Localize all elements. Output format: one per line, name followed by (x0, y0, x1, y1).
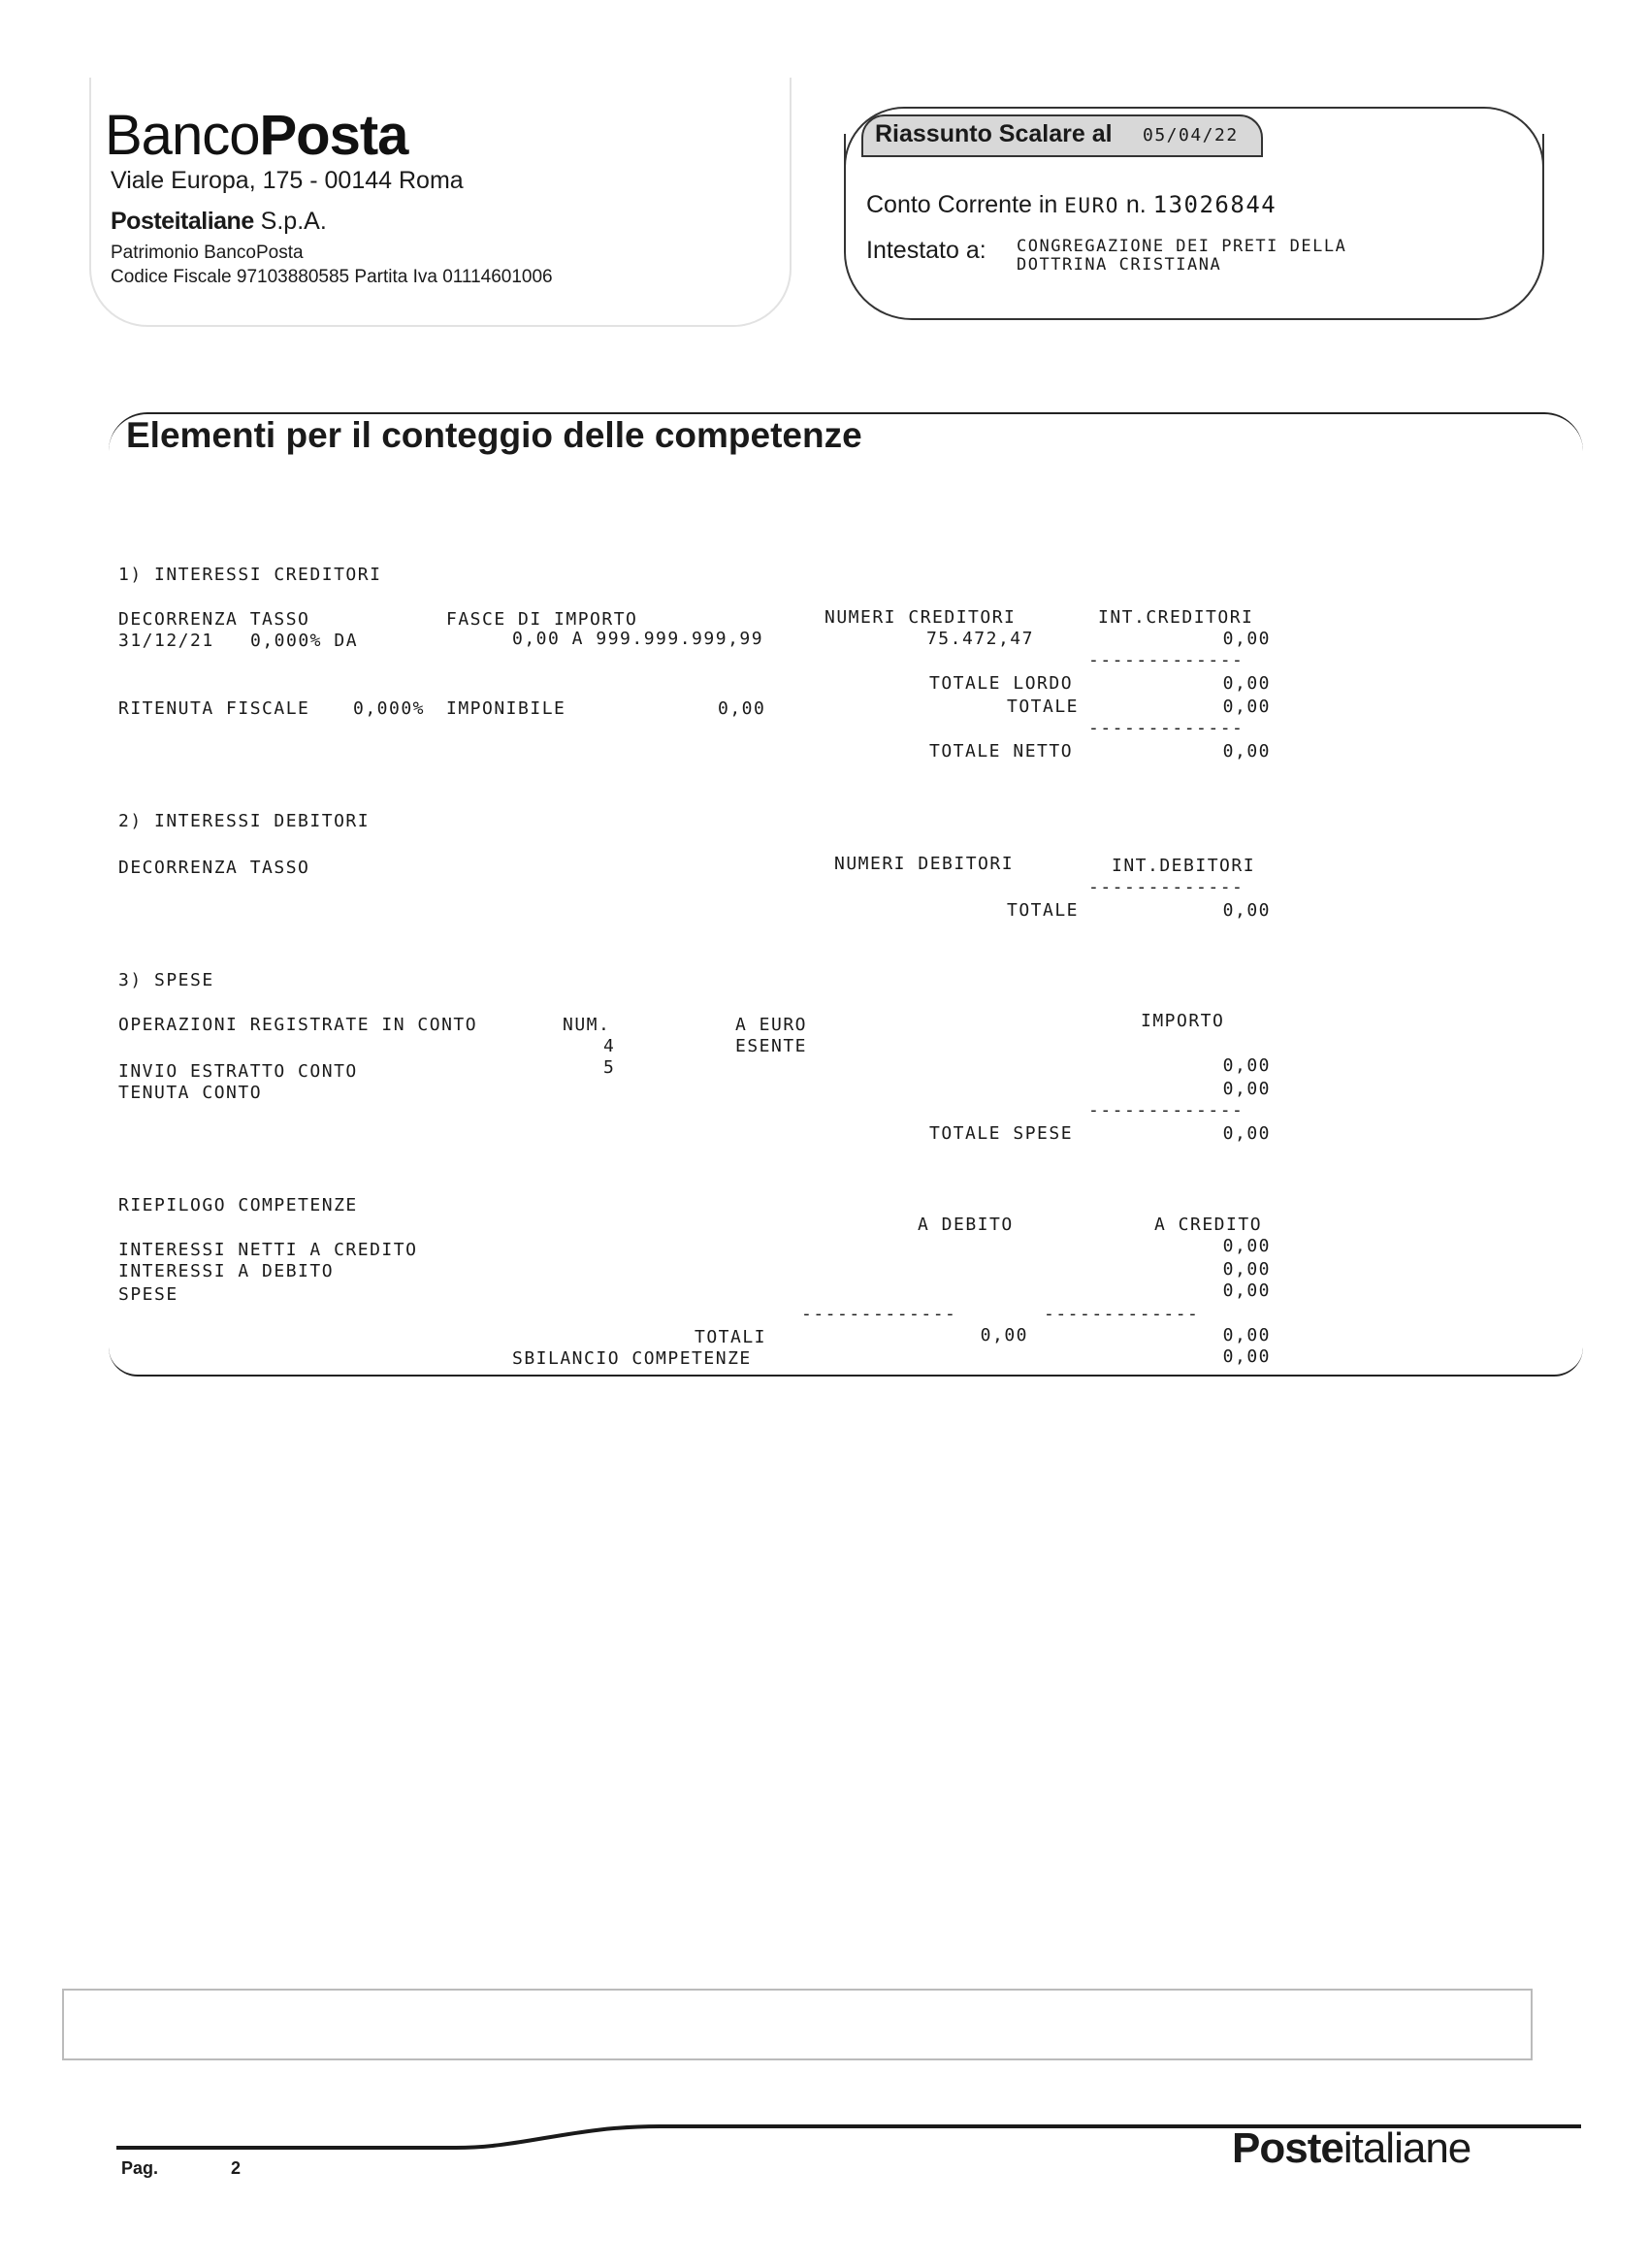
col-int-creditori: INT.CREDITORI (1098, 607, 1254, 628)
row-importo-range: 0,00 A 999.999.999,99 (512, 629, 764, 649)
col-fasce-importo: FASCE DI IMPORTO (446, 609, 638, 630)
page-label: Pag. (121, 2158, 159, 2178)
company-name (111, 208, 327, 236)
holder-line-2: DOTTRINA CRISTIANA (1017, 255, 1222, 275)
totale-label: TOTALE (1007, 697, 1080, 717)
riepilogo-interessi-debito-label: INTERESSI A DEBITO (118, 1261, 335, 1281)
dash-separator-debito: ------------- (801, 1304, 957, 1324)
col-int-debitori: INT.DEBITORI (1112, 856, 1256, 876)
posteitaliane-logo (1232, 2124, 1471, 2173)
company-name-bold: Posteitaliane (111, 208, 254, 235)
tenuta-conto-label: TENUTA CONTO (118, 1083, 263, 1103)
imponibile-label: IMPONIBILE (446, 698, 566, 719)
company-name-suffix: S.p.A. (253, 208, 327, 235)
operazioni-num: 4 (603, 1036, 616, 1056)
row-numeri-creditori: 75.472,47 (925, 629, 1034, 649)
fiscal-codes: Codice Fiscale 97103880585 Partita Iva 01114601006 (111, 267, 553, 287)
totali-credito: 0,00 (1222, 1325, 1271, 1345)
totale-spese-label: TOTALE SPESE (929, 1123, 1074, 1144)
col-a-euro: A EURO (735, 1015, 808, 1035)
totale-netto-value: 0,00 (1222, 741, 1271, 761)
interessi-creditori-heading: 1) INTERESSI CREDITORI (118, 565, 382, 585)
dash-separator: ------------- (1088, 718, 1245, 738)
totale-netto-label: TOTALE NETTO (929, 741, 1074, 761)
logo-text-italiane: italiane (1342, 2124, 1471, 2172)
number-label: n. (1125, 191, 1147, 218)
invio-estratto-label: INVIO ESTRATTO CONTO (118, 1061, 358, 1082)
tenuta-conto-importo: 0,00 (1222, 1079, 1271, 1099)
logo-text-banco: Banco (105, 104, 260, 167)
totale-value: 0,00 (1222, 697, 1271, 717)
patrimonio-label: Patrimonio BancoPosta (111, 243, 304, 263)
riepilogo-interessi-netti-credito: 0,00 (1222, 1236, 1271, 1256)
bank-address: Viale Europa, 175 - 00144 Roma (111, 167, 464, 194)
ritenuta-rate: 0,000% (353, 698, 426, 719)
col-numeri-debitori: NUMERI DEBITORI (834, 854, 1015, 874)
ritenuta-label: RITENUTA FISCALE (118, 698, 310, 719)
riassunto-date: 05/04/22 (1143, 125, 1239, 146)
dash-separator: ------------- (1088, 877, 1245, 897)
intestato-label: Intestato a: (866, 237, 986, 264)
riassunto-box (844, 134, 1544, 320)
riassunto-title: Riassunto Scalare al (875, 120, 1113, 147)
section-title: Elementi per il conteggio delle competenze (126, 415, 862, 455)
row-rate: 0,000% DA (250, 631, 359, 651)
riepilogo-spese-label: SPESE (118, 1284, 178, 1305)
totale-debitori-value: 0,00 (1222, 900, 1271, 921)
totali-debito: 0,00 (980, 1325, 1028, 1345)
account-number: 13026844 (1152, 191, 1277, 218)
riepilogo-heading: RIEPILOGO COMPETENZE (118, 1195, 358, 1215)
col-numeri-creditori: NUMERI CREDITORI (824, 607, 1017, 628)
interessi-debitori-heading: 2) INTERESSI DEBITORI (118, 811, 371, 831)
esente-label: ESENTE (735, 1036, 808, 1056)
invio-estratto-importo: 0,00 (1222, 1055, 1271, 1076)
holder-line-1: CONGREGAZIONE DEI PRETI DELLA (1017, 237, 1347, 256)
col-a-debito: A DEBITO (918, 1215, 1014, 1235)
conto-label: Conto Corrente in (866, 191, 1058, 218)
row-decorrenza-date: 31/12/21 (118, 631, 214, 651)
totali-label: TOTALI (695, 1327, 767, 1347)
currency: EURO (1064, 194, 1119, 217)
spese-heading: 3) SPESE (118, 970, 214, 990)
bancoposta-logo (105, 103, 407, 168)
col-decorrenza-tasso-debitori: DECORRENZA TASSO (118, 858, 310, 878)
logo-text-poste: Poste (1232, 2124, 1343, 2172)
totale-lordo-value: 0,00 (1222, 673, 1271, 694)
faint-notice-box (62, 1989, 1533, 2060)
col-importo: IMPORTO (1141, 1011, 1225, 1031)
row-int-creditori: 0,00 (1222, 629, 1271, 649)
totale-debitori-label: TOTALE (1007, 900, 1080, 921)
totale-spese-value: 0,00 (1222, 1123, 1271, 1144)
col-a-credito: A CREDITO (1154, 1215, 1263, 1235)
sbilancio-credito: 0,00 (1222, 1346, 1271, 1367)
logo-text-posta: Posta (259, 104, 408, 167)
riepilogo-spese-credito: 0,00 (1222, 1280, 1271, 1301)
imponibile-value: 0,00 (718, 698, 766, 719)
col-decorrenza-tasso: DECORRENZA TASSO (118, 609, 310, 630)
sbilancio-label: SBILANCIO COMPETENZE (512, 1348, 752, 1369)
competenze-box (109, 412, 1583, 1377)
riepilogo-interessi-debito-credito: 0,00 (1222, 1259, 1271, 1280)
col-operazioni: OPERAZIONI REGISTRATE IN CONTO (118, 1015, 478, 1035)
col-num: NUM. (563, 1015, 611, 1035)
dash-separator: ------------- (1088, 1100, 1245, 1120)
invio-estratto-num: 5 (603, 1057, 616, 1078)
totale-lordo-label: TOTALE LORDO (929, 673, 1074, 694)
dash-separator-credito: ------------- (1044, 1304, 1200, 1324)
conto-line (866, 191, 1277, 219)
riepilogo-interessi-netti-label: INTERESSI NETTI A CREDITO (118, 1240, 418, 1260)
dash-separator: ------------- (1088, 650, 1245, 670)
page-number: 2 (231, 2158, 242, 2178)
